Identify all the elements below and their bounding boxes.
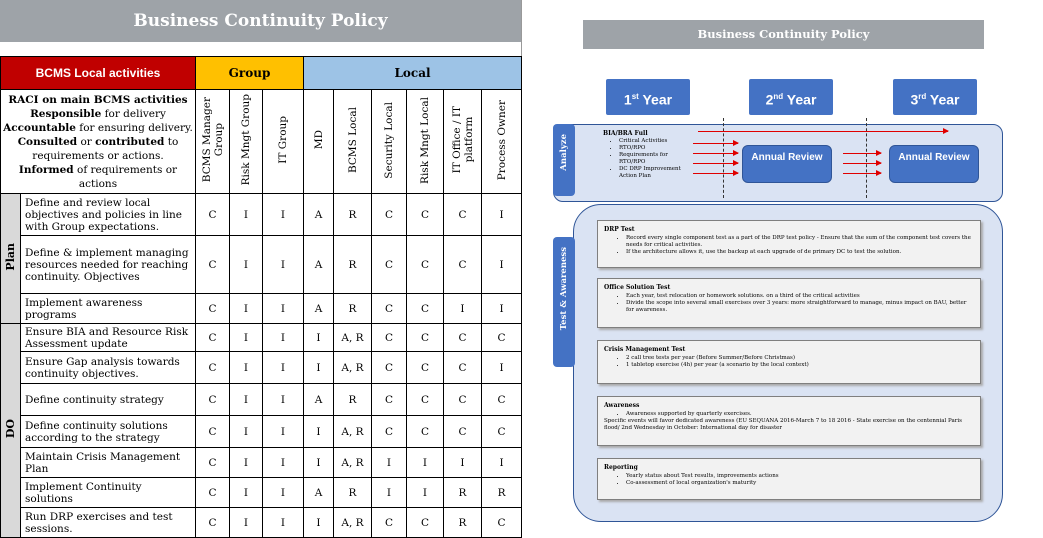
raci-cell: C bbox=[444, 352, 482, 384]
annual-review-box: Annual Review bbox=[742, 145, 832, 183]
raci-cell: I bbox=[304, 352, 334, 384]
list-item: • Critical Activities bbox=[619, 138, 699, 145]
local-header: Local bbox=[304, 57, 522, 90]
activity-cell: Implement awareness programs bbox=[21, 294, 196, 324]
raci-cell: R bbox=[334, 294, 372, 324]
left-title: Business Continuity Policy bbox=[0, 0, 521, 42]
role-header: MD bbox=[304, 90, 334, 194]
raci-cell: A bbox=[304, 384, 334, 416]
raci-cell: C bbox=[482, 384, 522, 416]
activity-cell: Define continuity strategy bbox=[21, 384, 196, 416]
list-item: • DC DRP Improvement Action Plan bbox=[619, 166, 699, 180]
raci-cell: C bbox=[196, 352, 230, 384]
drp-test-card: DRP Test • Record every single component test as a part of the DRP test policy - Ensure that the sum of the component test covers the needs for critical activities. • If the architecture allows it, use the backup at each upgrade of de primary DC to test the solution. bbox=[597, 220, 981, 268]
raci-cell: I bbox=[230, 352, 263, 384]
raci-cell: I bbox=[263, 416, 304, 448]
raci-cell: I bbox=[444, 448, 482, 478]
raci-cell: C bbox=[444, 384, 482, 416]
raci-cell: R bbox=[482, 478, 522, 508]
list-item: • RTO/RPO bbox=[619, 145, 699, 152]
timeline-arrow bbox=[693, 143, 738, 144]
year-divider bbox=[723, 118, 724, 198]
analyze-list bbox=[619, 138, 699, 180]
table-row bbox=[1, 384, 522, 416]
raci-cell: I bbox=[230, 508, 263, 538]
raci-cell: I bbox=[230, 294, 263, 324]
role-header: Risk Mngt Local bbox=[407, 90, 444, 194]
crisis-management-card: Crisis Management Test • 2 call tree tests per year (Before Summer/Before Christmas) • 1 tabletop exercise (4h) per year (a scenario by the local context) bbox=[597, 340, 981, 384]
raci-cell: I bbox=[482, 448, 522, 478]
timeline-arrow bbox=[693, 173, 738, 174]
raci-cell: I bbox=[263, 352, 304, 384]
activity-cell: Ensure BIA and Resource Risk Assessment update bbox=[21, 324, 196, 352]
list-item: • Requirements for RTO/RPO bbox=[619, 152, 679, 166]
timeline-arrow bbox=[693, 153, 738, 154]
raci-cell: C bbox=[372, 294, 407, 324]
raci-cell: C bbox=[196, 194, 230, 236]
table-row bbox=[1, 352, 522, 384]
role-header: IT Office / IT platform bbox=[444, 90, 482, 194]
raci-cell: I bbox=[263, 508, 304, 538]
raci-cell: C bbox=[372, 416, 407, 448]
raci-cell: I bbox=[263, 324, 304, 352]
year-2-box: 2nd Year bbox=[749, 79, 833, 115]
raci-cell: A bbox=[304, 194, 334, 236]
raci-cell: C bbox=[372, 236, 407, 294]
raci-legend: RACI on main BCMS activities Responsible for delivery Accountable for ensuring delivery. Consulted or contributed to requirements or actions. Informed of requirements or actions bbox=[1, 90, 196, 194]
timeline-arrow bbox=[843, 163, 881, 164]
raci-cell: C bbox=[407, 352, 444, 384]
raci-cell: I bbox=[230, 236, 263, 294]
table-row bbox=[1, 194, 522, 236]
raci-cell: C bbox=[372, 352, 407, 384]
raci-panel bbox=[0, 0, 522, 535]
raci-cell: C bbox=[196, 324, 230, 352]
raci-cell: I bbox=[263, 294, 304, 324]
activity-cell: Implement Continuity solutions bbox=[21, 478, 196, 508]
raci-cell: C bbox=[196, 294, 230, 324]
raci-cell: R bbox=[334, 384, 372, 416]
raci-cell: C bbox=[196, 508, 230, 538]
raci-cell: I bbox=[263, 236, 304, 294]
raci-cell: A, R bbox=[334, 324, 372, 352]
raci-cell: I bbox=[304, 416, 334, 448]
raci-cell: I bbox=[230, 194, 263, 236]
raci-cell: C bbox=[482, 508, 522, 538]
raci-cell: C bbox=[407, 416, 444, 448]
raci-cell: I bbox=[407, 448, 444, 478]
raci-cell: C bbox=[407, 194, 444, 236]
activity-cell: Define continuity solutions according to the strategy bbox=[21, 416, 196, 448]
raci-cell: I bbox=[304, 508, 334, 538]
activity-cell: Ensure Gap analysis towards continuity objectives. bbox=[21, 352, 196, 384]
raci-cell: I bbox=[372, 478, 407, 508]
table-row bbox=[1, 324, 522, 352]
office-solution-card: Office Solution Test • Each year, test relocation or homework solutions. on a third of the critical activities • Divide the scope into several small exercises over 3 years: more straightforward to manage, minus impact on BAU, better for awareness. bbox=[597, 278, 981, 328]
raci-cell: C bbox=[482, 416, 522, 448]
raci-cell: C bbox=[444, 324, 482, 352]
raci-cell: I bbox=[263, 448, 304, 478]
table-row bbox=[1, 294, 522, 324]
raci-cell: A bbox=[304, 294, 334, 324]
activities-header: BCMS Local activities bbox=[1, 57, 196, 90]
raci-cell: C bbox=[196, 416, 230, 448]
role-header: Security Local bbox=[372, 90, 407, 194]
table-row bbox=[1, 478, 522, 508]
phase-plan: Plan bbox=[1, 194, 21, 324]
raci-cell: R bbox=[334, 478, 372, 508]
raci-cell: I bbox=[482, 352, 522, 384]
raci-cell: A bbox=[304, 236, 334, 294]
raci-cell: I bbox=[482, 194, 522, 236]
raci-cell: A, R bbox=[334, 416, 372, 448]
year-3-box: 3rd Year bbox=[893, 79, 977, 115]
table-row bbox=[1, 508, 522, 538]
raci-cell: C bbox=[407, 324, 444, 352]
timeline-arrow bbox=[843, 173, 881, 174]
raci-cell: C bbox=[407, 508, 444, 538]
raci-cell: R bbox=[334, 194, 372, 236]
role-header: Process Owner bbox=[482, 90, 522, 194]
analyze-heading: BIA/BRA Full bbox=[603, 130, 648, 137]
activity-cell: Define and review local objectives and policies in line with Group expectations. bbox=[21, 194, 196, 236]
raci-cell: I bbox=[230, 384, 263, 416]
raci-cell: C bbox=[196, 236, 230, 294]
raci-cell: I bbox=[372, 448, 407, 478]
raci-cell: I bbox=[230, 478, 263, 508]
raci-cell: A, R bbox=[334, 352, 372, 384]
raci-cell: R bbox=[444, 478, 482, 508]
raci-cell: C bbox=[407, 294, 444, 324]
activity-cell: Define & implement managing resources needed for reaching continuity. Objectives bbox=[21, 236, 196, 294]
role-header: BCMS Manager Group bbox=[196, 90, 230, 194]
roadmap-panel bbox=[523, 0, 1043, 525]
raci-cell: I bbox=[263, 384, 304, 416]
raci-cell: C bbox=[444, 416, 482, 448]
raci-cell: C bbox=[444, 194, 482, 236]
raci-cell: C bbox=[482, 324, 522, 352]
raci-cell: I bbox=[444, 294, 482, 324]
raci-cell: I bbox=[263, 478, 304, 508]
reporting-card: Reporting • Yearly status about Test results, improvements actions • Co-assessment of local organization's maturity bbox=[597, 458, 981, 500]
year-1-box: 1st Year bbox=[606, 79, 690, 115]
raci-cell: C bbox=[444, 236, 482, 294]
activity-cell: Run DRP exercises and test sessions. bbox=[21, 508, 196, 538]
raci-cell: R bbox=[334, 236, 372, 294]
raci-cell: C bbox=[372, 194, 407, 236]
year-divider bbox=[866, 118, 867, 198]
role-header: BCMS Local bbox=[334, 90, 372, 194]
activity-cell: Maintain Crisis Management Plan bbox=[21, 448, 196, 478]
raci-cell: I bbox=[230, 416, 263, 448]
raci-cell: C bbox=[407, 384, 444, 416]
role-header: Risk Mngt Group bbox=[230, 90, 263, 194]
raci-cell: C bbox=[372, 508, 407, 538]
group-header: Group bbox=[196, 57, 304, 90]
table-row bbox=[1, 416, 522, 448]
raci-cell: I bbox=[263, 194, 304, 236]
raci-cell: I bbox=[407, 478, 444, 508]
table-row bbox=[1, 448, 522, 478]
raci-cell: I bbox=[482, 236, 522, 294]
raci-cell: C bbox=[196, 478, 230, 508]
raci-cell: A, R bbox=[334, 508, 372, 538]
raci-cell: I bbox=[230, 448, 263, 478]
role-header: IT Group bbox=[263, 90, 304, 194]
right-title: Business Continuity Policy bbox=[583, 20, 984, 49]
phase-do: DO bbox=[1, 324, 21, 538]
raci-cell: R bbox=[444, 508, 482, 538]
raci-cell: C bbox=[372, 384, 407, 416]
analyze-label: Analyze bbox=[553, 124, 575, 196]
annual-review-box: Annual Review bbox=[889, 145, 979, 183]
raci-cell: A, R bbox=[334, 448, 372, 478]
raci-cell: C bbox=[196, 448, 230, 478]
raci-cell: C bbox=[196, 384, 230, 416]
raci-cell: I bbox=[304, 324, 334, 352]
raci-cell: A bbox=[304, 478, 334, 508]
awareness-card: Awareness • Awareness supported by quarterly exercises. Specific events will favor dedicated awareness (EU SEQUANA 2016-March 7 to 18 2016 - State exercise on the centennial Paris flood/ 2nd Wednesday in October: International day for disaster bbox=[597, 396, 981, 446]
table-row bbox=[1, 236, 522, 294]
timeline-arrow bbox=[698, 131, 948, 132]
raci-table bbox=[0, 56, 522, 538]
raci-cell: C bbox=[372, 324, 407, 352]
raci-cell: C bbox=[407, 236, 444, 294]
raci-cell: I bbox=[230, 324, 263, 352]
timeline-arrow bbox=[693, 163, 738, 164]
test-awareness-label: Test & Awareness bbox=[553, 237, 575, 367]
raci-cell: I bbox=[304, 448, 334, 478]
timeline-arrow bbox=[843, 153, 881, 154]
raci-cell: I bbox=[482, 294, 522, 324]
